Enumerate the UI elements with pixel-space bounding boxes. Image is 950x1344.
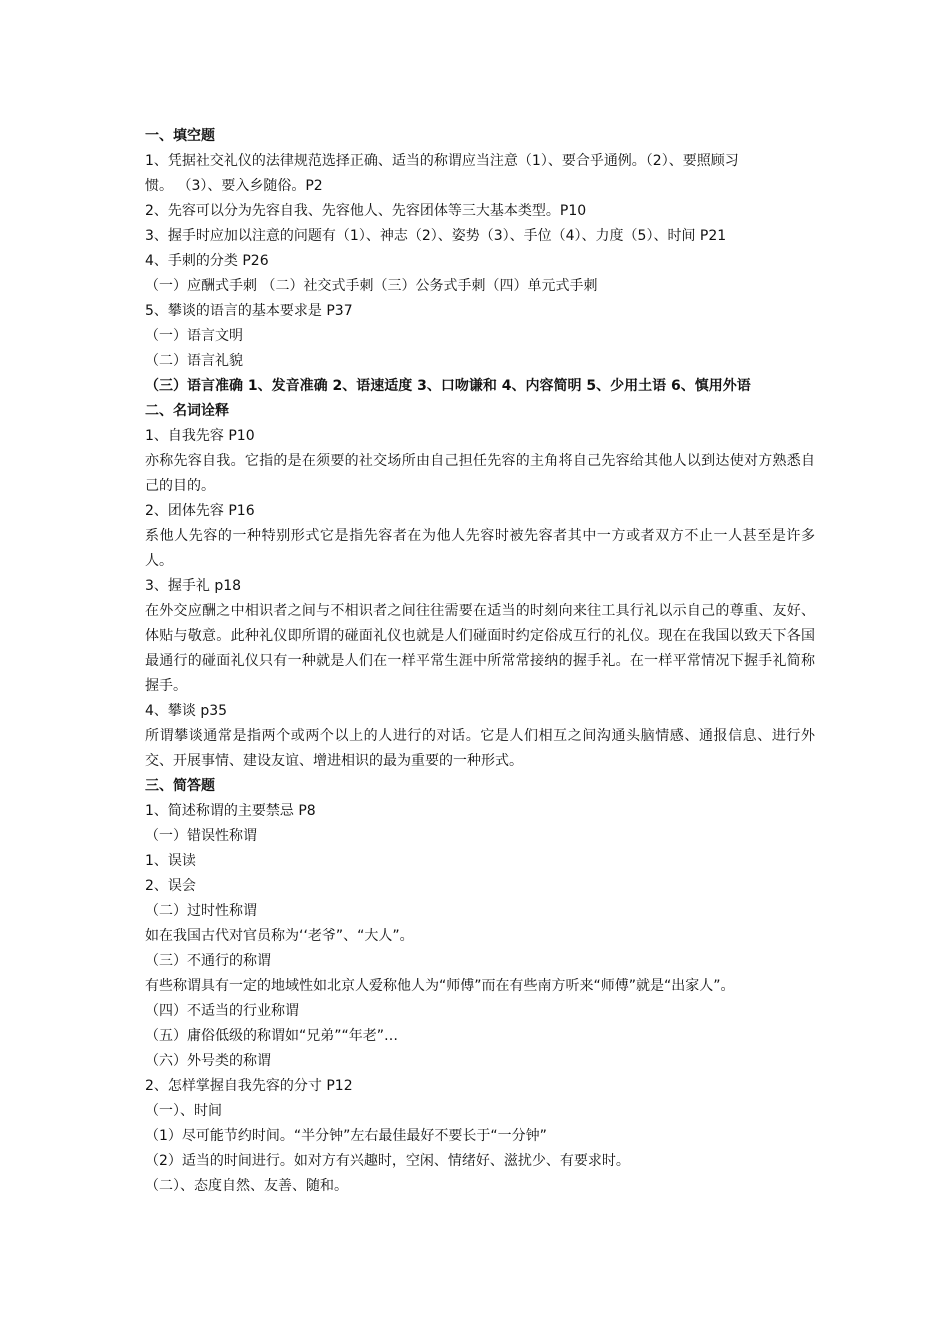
- section-heading-fill-in: 一、填空题: [145, 128, 215, 144]
- question-4: 4、手刺的分类 P26: [145, 253, 269, 269]
- short-answer-1-item-4: （四）不适当的行业称谓: [145, 1003, 299, 1019]
- short-answer-1-item-5: （五）庸俗低级的称谓如“兄弟”“年老”…: [145, 1028, 399, 1044]
- short-answer-1-item-3: （三）不通行的称谓: [145, 953, 271, 969]
- question-5-answer-3: （三）语言准确 1、发音准确 2、语速适度 3、口吻谦和 4、内容简明 5、少用土语 6、慎用外语: [145, 378, 751, 394]
- short-answer-1-item-6: （六）外号类的称谓: [145, 1053, 271, 1069]
- term-3-title: 3、握手礼 p18: [145, 578, 242, 594]
- section-heading-short-answer: 三、简答题: [145, 778, 215, 794]
- question-2: 2、先容可以分为先容自我、先容他人、先容团体等三大基本类型。P10: [145, 203, 587, 219]
- term-1-title: 1、自我先容 P10: [145, 428, 255, 444]
- short-answer-1-title: 1、简述称谓的主要禁忌 P8: [145, 803, 316, 819]
- question-1-line-1: 1、凭据社交礼仪的法律规范选择正确、适当的称谓应当注意（1）、要合乎通例。（2）、要照顾习: [145, 153, 739, 169]
- short-answer-1-item-1-sub-1: 1、误读: [145, 853, 196, 869]
- short-answer-1-item-1: （一）错误性称谓: [145, 828, 257, 844]
- short-answer-1-item-2-example: 如在我国古代对官员称为‘‘老爷”、“大人”。: [145, 928, 414, 944]
- term-2-definition: 系他人先容的一种特别形式它是指先容者在为他人先容时被先容者其中一方或者双方不止一人甚至是许多人。: [145, 528, 815, 569]
- question-5: 5、攀谈的语言的基本要求是 P37: [145, 303, 353, 319]
- question-5-answer-1: （一）语言文明: [145, 328, 243, 344]
- term-3-definition: 在外交应酬之中相识者之间与不相识者之间往往需要在适当的时刻向来往工具行礼以示自己的尊重、友好、体贴与敬意。此种礼仪即所谓的碰面礼仪也就是人们碰面时约定俗成互行的礼仪。现在在我国以致天下各国最通行的碰面礼仪只有一种就是人们在一样平常生涯中所常常接纳的握手礼。在一样平常情况下握手礼简称握手。: [145, 603, 815, 694]
- term-4-title: 4、攀谈 p35: [145, 703, 228, 719]
- short-answer-1-item-1-sub-2: 2、误会: [145, 878, 196, 894]
- term-4-definition: 所谓攀谈通常是指两个或两个以上的人进行的对话。它是人们相互之间沟通头脑情感、通报信息、进行外交、开展事情、建设友谊、增进相识的最为重要的一种形式。: [145, 728, 815, 769]
- short-answer-1-item-3-example: 有些称谓具有一定的地域性如北京人爱称他人为“师傅”而在有些南方听来“师傅”就是“出家人”。: [145, 978, 735, 994]
- question-3: 3、握手时应加以注意的问题有（1）、神志（2）、姿势（3）、手位（4）、力度（5）、时间 P21: [145, 228, 727, 244]
- short-answer-2-item-1-sub-1: （1）尽可能节约时间。“半分钟”左右最佳最好不要长于“一分钟”: [145, 1128, 547, 1144]
- short-answer-2-item-1: （一）、时间: [145, 1103, 222, 1119]
- section-heading-terms: 二、名词诠释: [145, 403, 229, 419]
- document-body: [145, 124, 815, 1199]
- term-2-title: 2、团体先容 P16: [145, 503, 255, 519]
- short-answer-1-item-2: （二）过时性称谓: [145, 903, 257, 919]
- question-4-answer: （一）应酬式手刺 （二）社交式手刺（三）公务式手刺（四）单元式手刺: [145, 278, 598, 294]
- term-1-definition: 亦称先容自我。它指的是在须要的社交场所由自己担任先容的主角将自己先容给其他人以到达使对方熟悉自己的目的。: [145, 453, 815, 494]
- question-1-line-2: 惯。 （3）、要入乡随俗。P2: [145, 178, 323, 194]
- short-answer-2-item-1-sub-2: （2）适当的时间进行。如对方有兴趣时，空闲、情绪好、滋扰少、有要求时。: [145, 1153, 630, 1169]
- short-answer-2-title: 2、怎样掌握自我先容的分寸 P12: [145, 1078, 353, 1094]
- short-answer-2-item-2: （二）、态度自然、友善、随和。: [145, 1178, 348, 1194]
- question-5-answer-2: （二）语言礼貌: [145, 353, 243, 369]
